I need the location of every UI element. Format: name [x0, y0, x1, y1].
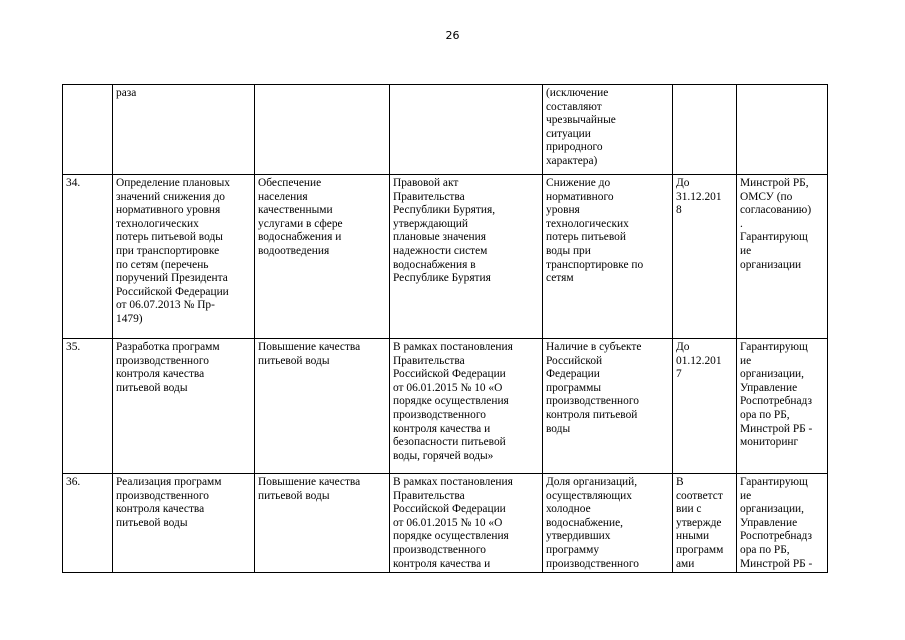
measure-cell: Определение плановых значений снижения до нормативного уровня технологических потерь питьевой воды при транспортировке по сетям (перечень поручений Президента Российской Федерации от 06.07.2013 № Пр- 1479) — [113, 175, 255, 339]
indicator-cell: Доля организаций, осуществляющих холодное водоснабжение, утвердивших программу производственного — [543, 474, 673, 573]
table-row — [63, 339, 828, 474]
executors-cell — [737, 85, 828, 175]
table-row — [63, 474, 828, 573]
result-cell: Повышение качества питьевой воды — [255, 339, 390, 474]
indicator-cell: Снижение до нормативного уровня технологических потерь питьевой воды при транспортировке по сетям — [543, 175, 673, 339]
row-number-cell: 34. — [63, 175, 113, 339]
measure-cell: Разработка программ производственного контроля качества питьевой воды — [113, 339, 255, 474]
result-cell — [255, 85, 390, 175]
document-cell: В рамках постановления Правительства Российской Федерации от 06.01.2015 № 10 «О порядке осуществления производственного контроля качества и — [390, 474, 543, 573]
result-cell: Обеспечение населения качественными услугами в сфере водоснабжения и водоотведения — [255, 175, 390, 339]
executors-cell: Гарантирующ ие организации, Управление Роспотребнадз ора по РБ, Минстрой РБ - — [737, 474, 828, 573]
table-row — [63, 175, 828, 339]
result-cell: Повышение качества питьевой воды — [255, 474, 390, 573]
measure-cell: раза — [113, 85, 255, 175]
executors-cell: Минстрой РБ, ОМСУ (по согласованию) . Гарантирующ ие организации — [737, 175, 828, 339]
document-cell: В рамках постановления Правительства Российской Федерации от 06.01.2015 № 10 «О порядке осуществления производственного контроля качества и безопасности питьевой воды, горячей воды» — [390, 339, 543, 474]
row-number-cell — [63, 85, 113, 175]
row-number-cell: 35. — [63, 339, 113, 474]
deadline-cell: До 31.12.201 8 — [673, 175, 737, 339]
row-number-cell: 36. — [63, 474, 113, 573]
page-number: 26 — [445, 29, 460, 42]
table-row — [63, 85, 828, 175]
indicator-cell: (исключение составляют чрезвычайные ситуации природного характера) — [543, 85, 673, 175]
measures-table — [62, 84, 828, 573]
indicator-cell: Наличие в субъекте Российской Федерации программы производственного контроля питьевой воды — [543, 339, 673, 474]
deadline-cell — [673, 85, 737, 175]
executors-cell: Гарантирующ ие организации, Управление Роспотребнадз ора по РБ, Минстрой РБ - мониторинг — [737, 339, 828, 474]
measure-cell: Реализация программ производственного контроля качества питьевой воды — [113, 474, 255, 573]
deadline-cell: В соответст вии с утвержде нными программ ами — [673, 474, 737, 573]
deadline-cell: До 01.12.201 7 — [673, 339, 737, 474]
document-cell — [390, 85, 543, 175]
document-cell: Правовой акт Правительства Республики Бурятия, утверждающий плановые значения надежности систем водоснабжения в Республике Бурятия — [390, 175, 543, 339]
